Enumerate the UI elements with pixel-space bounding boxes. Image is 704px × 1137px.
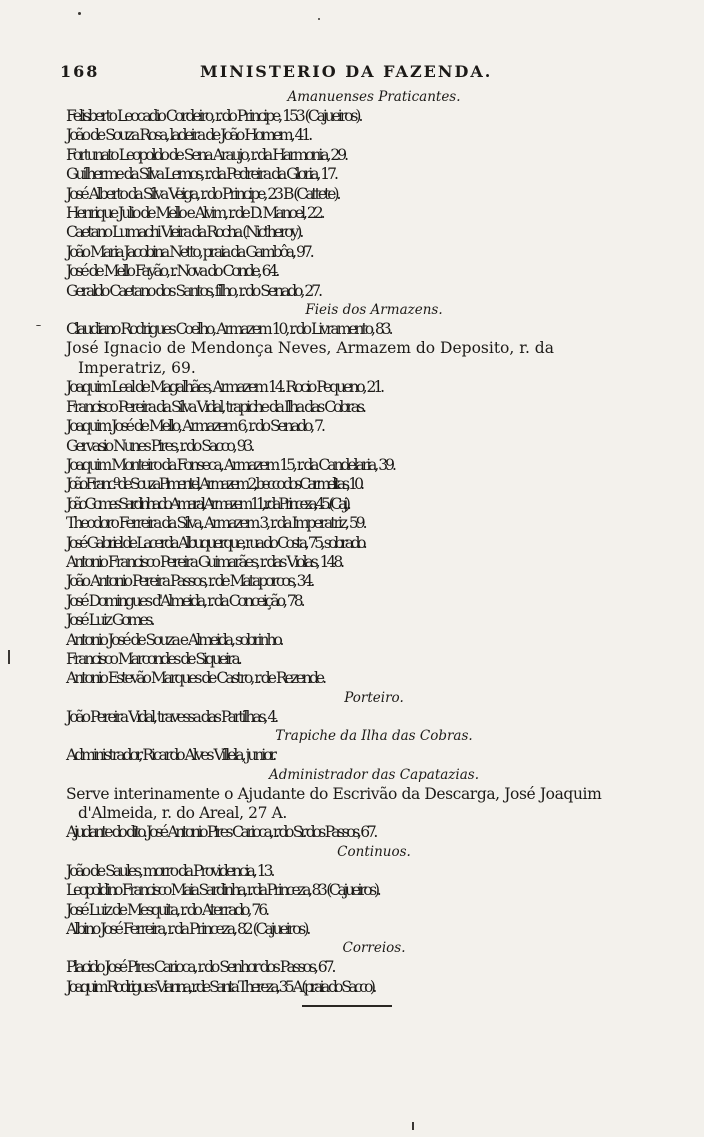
list-item: José Luiz de Mesquita, r. do Aterrado, 76.	[66, 900, 268, 919]
list-item: José Luiz Gomes.	[66, 611, 153, 630]
list-item: João Pereira Vidal, travessa das Partilhas, 4.	[66, 707, 277, 726]
page-header	[60, 62, 640, 84]
list-item: José Gabriel de Lacerda Albuquerque, rua do Costa, 75, sobrado.	[66, 533, 365, 552]
list-item: Joaquim Monteiro da Fonseca, Armazem 15, r. da Candelaria, 39.	[66, 455, 394, 474]
closing-rule	[302, 1005, 392, 1007]
list-item: Theodoro Ferreira da Silva, Armazem 3, r. da Imperatriz, 59.	[66, 514, 365, 533]
list-item: João Franc.º de Souza Pimentel, Armazem 2, becco dos Carmelitas, 10.	[66, 475, 362, 494]
list-item: João Gomes Sardinha do Amaral, Armazem 11, r. da Princeza, 45. (Caj.).	[66, 494, 348, 513]
list-item: Francisco Marcondes de Siqueira.	[66, 649, 240, 668]
list-item: Joaquim Leal de Magalhães, Armazem 14. Rocio Pequeno, 21.	[66, 378, 383, 397]
list-item: Serve interinamente o Ajudante do Escrivão da Descarga, José Joaquim d'Almeida, r. do Areal, 27 A.	[66, 784, 602, 822]
ink-speck	[78, 12, 81, 15]
list-item: João Maria Jacobina Netto, praia da Gambôa, 97.	[66, 242, 312, 261]
list-item: Leopoldino Francisco Maia Sardinha, r. da Princeza, 83 (Cajueiros).	[66, 881, 379, 900]
list-item: Geraldo Caetano dos Santos, filho, r. do Senado, 27.	[66, 281, 321, 300]
list-item: João de Saules, morro da Providencia, 13.	[66, 861, 273, 880]
list-item: Joaquim Rodrigues Vianna, r. de Santa Thereza, 35 A (praia do Sacco).	[66, 977, 374, 996]
list-item: Francisco Pereira da Silva Vidal, trapiche da Ilha das Cobras.	[66, 397, 364, 416]
section-heading: Trapiche da Ilha das Cobras.	[275, 728, 473, 745]
list-item: Placido José Pires Carioca, r. do Senhor dos Passos, 67.	[66, 958, 334, 977]
list-item: Antonio José de Souza e Almeida, sobrinho.	[66, 630, 282, 649]
list-item: Albino José Ferreira, r. da Princeza, 82 (Cajueiros).	[66, 920, 309, 939]
list-item: Fortunato Leopoldo de Sena Araujo, r. da Harmonia, 29.	[66, 145, 347, 164]
directory-listing	[64, 88, 644, 1007]
list-item: Antonio Estevão Marques de Castro, r. de Rezende.	[66, 669, 325, 688]
list-item: José de Mello Fayão, r. Nova do Conde, 64.	[66, 262, 278, 281]
list-item: Administrador, Ricardo Alves Villela, junior.	[66, 746, 275, 765]
page-number: 168	[60, 62, 100, 81]
list-item: Antonio Francisco Pereira Guimarães, r. das Violas, 148.	[66, 552, 343, 571]
list-item: Joaquim José de Mello, Armazem 6, r. do Senado, 7.	[66, 417, 323, 436]
ink-speck	[36, 325, 41, 326]
ink-speck	[412, 1122, 414, 1130]
list-item: Guilherme da Silva Lemos, r. da Pedreira da Gloria, 17.	[66, 165, 336, 184]
list-item: João de Souza Rosa, ladeira de João Homem, 41.	[66, 126, 311, 145]
list-item: Ajudante do dito. José Antonio Pires Carioca, r. do Sr. dos Passos, 67.	[66, 823, 376, 842]
section-heading: Fieis dos Armazens.	[305, 302, 443, 319]
section-heading: Porteiro.	[344, 689, 404, 706]
section-heading: Amanuenses Praticantes.	[287, 89, 461, 105]
list-item: Henrique Julio de Mello e Alvim, r. de D. Manoel, 22.	[66, 204, 323, 223]
list-item: José Alberto da Silva Veiga, r. do Principe, 23 B (Cattete).	[66, 184, 339, 203]
section-heading: Administrador das Capatazias.	[268, 766, 480, 783]
list-item: João Antonio Pereira Passos, r. de Mataporcos, 34.	[66, 572, 313, 591]
section-heading: Continuos.	[337, 843, 411, 860]
running-title: MINISTERIO DA FAZENDA.	[200, 62, 493, 81]
list-item: José Ignacio de Mendonça Neves, Armazem do Deposito, r. da Imperatriz, 69.	[66, 339, 554, 377]
list-item: Gervasio Nunes Pires, r. do Sacco, 93.	[66, 436, 253, 455]
list-item: José Domingues d'Almeida, r. da Conceição, 78.	[66, 591, 303, 610]
list-item: Caetano Lumachi Vieira da Rocha (Nictheroy).	[66, 223, 302, 242]
list-item: Felisberto Leocadio Cordeiro, r. do Principe, 153 (Cajueiros).	[66, 107, 361, 125]
ink-speck	[318, 18, 320, 20]
list-item: Claudiano Rodrigues Coelho, Armazem 10, r. do Livramento, 83.	[66, 320, 391, 339]
section-heading: Correios.	[342, 940, 406, 957]
ink-speck	[8, 650, 10, 664]
